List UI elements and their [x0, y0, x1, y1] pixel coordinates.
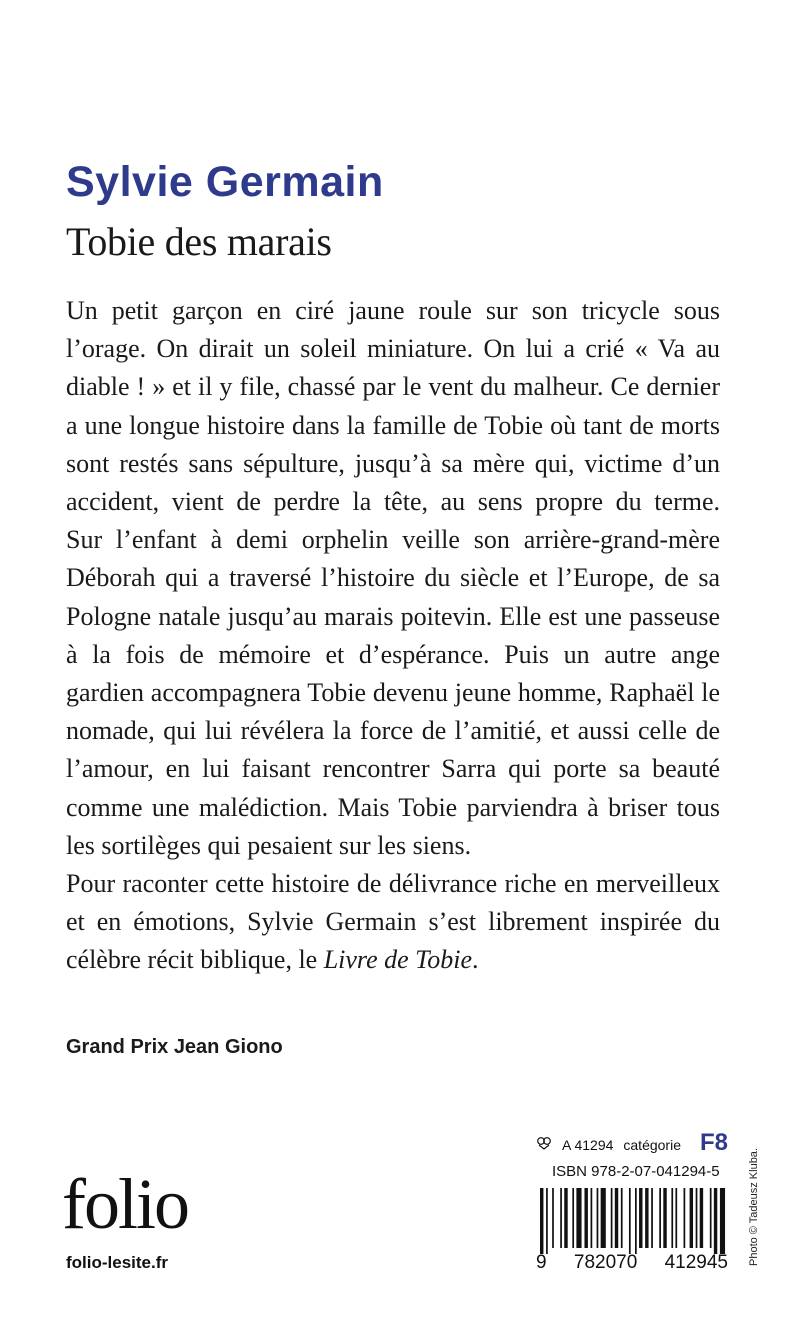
barcode-bar [572, 1188, 574, 1248]
award-label: Grand Prix Jean Giono [66, 1036, 283, 1058]
photo-credit: Photo © Tadeusz Kluba. [748, 1148, 760, 1266]
barcode-bar [651, 1188, 653, 1248]
barcode-bar [597, 1188, 599, 1248]
linked-rings-icon-svg [536, 1136, 552, 1150]
catalog-code: A 41294 [562, 1137, 614, 1153]
barcode-bar [675, 1188, 677, 1248]
summary-paragraph-3-end: . [472, 945, 479, 975]
barcode-bar [714, 1188, 717, 1254]
barcode-bar [576, 1188, 581, 1248]
barcode-bar [601, 1188, 606, 1248]
barcode-bar [591, 1188, 593, 1248]
barcode-bar [560, 1188, 562, 1248]
price-category: F8 [699, 1129, 728, 1156]
barcode-bar [696, 1188, 698, 1248]
summary-paragraph-1: Un petit garçon en ciré jaune roule sur son tricycle sous l’orage. On dirait un soleil miniature. On lui a crié « Va au diable ! » et il y file, chassé par le vent du malheur. Ce dernier a une longue histoire dans la famille de Tobie où tant de morts sont restés sans sépulture, jusqu’à sa mère qui, victime d’un accident, vient de perdre la tête, au sens propre du terme. [66, 296, 720, 517]
barcode-bar [663, 1188, 666, 1248]
barcode-bar [611, 1188, 613, 1248]
barcode-bar [615, 1188, 618, 1248]
barcode-bar [645, 1188, 648, 1248]
summary-paragraph-3-text: Pour raconter cette histoire de délivrance riche en merveilleux et en émotions, Sylvie Germain s’est librement inspirée du célèbre récit biblique, le [66, 869, 720, 975]
barcode [540, 1188, 728, 1254]
barcode-bar [720, 1188, 725, 1254]
barcode-digit-group-1: 782070 [573, 1252, 638, 1273]
barcode-bar [629, 1188, 631, 1254]
barcode-bar [552, 1188, 554, 1248]
summary-paragraph-2: Sur l’enfant à demi orphelin veille son arrière-grand-mère Déborah qui a traversé l’histoire du siècle et l’Europe, de sa Pologne natale jusqu’au marais poitevin. Elle est une passeuse à la fois de mémoire et d’espérance. Puis un autre ange gardien accompagnera Tobie devenu jeune homme, Raphaël le nomade, qui lui révélera la force de l’amitié, et aussi celle de l’amour, en lui faisant rencontrer Sarra qui porte sa beauté comme une malédiction. Mais Tobie parviendra à briser tous les sortilèges qui pesaient sur les siens. [66, 525, 720, 860]
barcode-bar [710, 1188, 712, 1248]
barcode-bar [671, 1188, 673, 1248]
barcode-bar [639, 1188, 642, 1248]
barcode-bar [635, 1188, 637, 1254]
barcode-digit-group-2: 412945 [664, 1252, 728, 1273]
book-title: Tobie des marais [66, 219, 332, 264]
barcode-bar [540, 1188, 543, 1254]
linked-rings-icon [536, 1136, 552, 1153]
summary-paragraph-3 [66, 865, 720, 980]
barcode-digits [536, 1252, 728, 1274]
barcode-bar [546, 1188, 548, 1254]
author-name: Sylvie Germain [66, 158, 384, 206]
barcode-digit-lead: 9 [536, 1252, 547, 1273]
catalog-code-line [536, 1129, 728, 1156]
book-reference-italic: Livre de Tobie [323, 945, 472, 975]
back-cover-summary [66, 292, 720, 980]
category-label: catégorie [623, 1137, 681, 1153]
isbn: ISBN 978-2-07-041294-5 [552, 1163, 720, 1180]
barcode-bar [700, 1188, 703, 1248]
barcode-bar [690, 1188, 693, 1248]
publisher-website: folio-lesite.fr [66, 1253, 169, 1272]
barcode-bar [584, 1188, 587, 1248]
folio-logo: folio [62, 1164, 188, 1244]
barcode-bar [564, 1188, 567, 1248]
barcode-bar [621, 1188, 623, 1248]
barcode-bar [659, 1188, 661, 1248]
barcode-bar [684, 1188, 686, 1248]
